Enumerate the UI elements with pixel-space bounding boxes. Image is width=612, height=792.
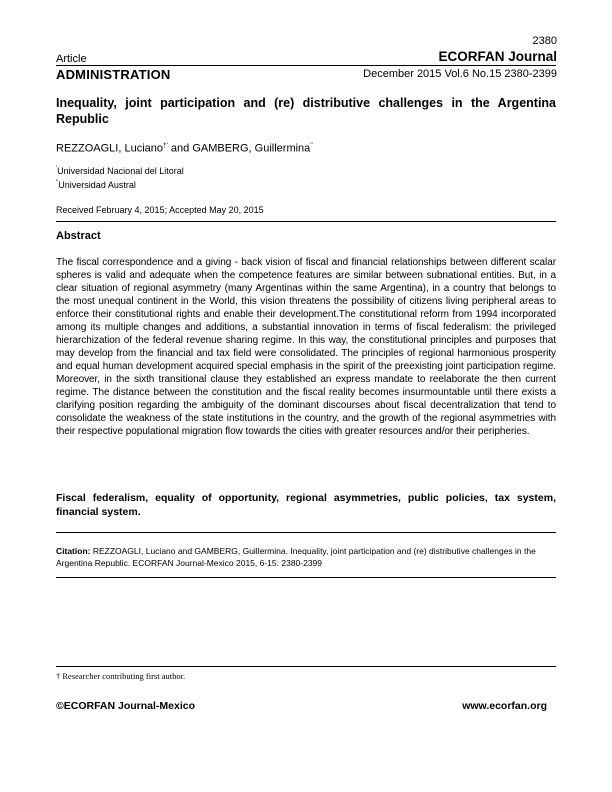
author-2-mark: '' bbox=[310, 142, 313, 149]
journal-name: ECORFAN Journal bbox=[438, 49, 557, 64]
affiliation-2-mark: '' bbox=[56, 180, 59, 186]
abstract-top-rule bbox=[56, 221, 556, 222]
citation-text: REZZOAGLI, Luciano and GAMBERG, Guillermina. Inequality, joint participation and (re) distributive challenges in the Argentina Republic. ECORFAN Journal-Mexico 2015, 6-15: 2380-2399 bbox=[56, 546, 536, 568]
footnote: † Researcher contributing first author. bbox=[56, 671, 186, 681]
affiliation-1 bbox=[56, 166, 184, 176]
affiliation-2-text: Universidad Austral bbox=[58, 180, 136, 190]
footer-website[interactable]: www.ecorfan.org bbox=[462, 700, 547, 712]
author-1-mark: †' bbox=[163, 142, 168, 149]
footnote-rule bbox=[56, 666, 556, 667]
header-rule bbox=[56, 65, 556, 66]
section-label: ADMINISTRATION bbox=[56, 67, 171, 82]
paper-title: Inequality, joint participation and (re) distributive challenges in the Argentina Republic bbox=[56, 96, 556, 126]
received-dates: Received February 4, 2015; Accepted May 20, 2015 bbox=[56, 205, 264, 215]
article-label: Article bbox=[56, 53, 87, 65]
affiliation-1-mark: ' bbox=[56, 166, 58, 172]
footer-copyright: ©ECORFAN Journal-Mexico bbox=[56, 700, 196, 712]
keywords: Fiscal federalism, equality of opportunity, regional asymmetries, public policies, tax system, financial system. bbox=[56, 492, 556, 518]
issue-info: December 2015 Vol.6 No.15 2380-2399 bbox=[363, 68, 557, 80]
author-2: and GAMBERG, Guillermina bbox=[167, 142, 311, 155]
citation-top-rule bbox=[56, 532, 556, 533]
citation-bottom-rule bbox=[56, 577, 556, 578]
authors bbox=[56, 142, 313, 155]
author-1: REZZOAGLI, Luciano bbox=[56, 142, 163, 155]
affiliation-1-text: Universidad Nacional del Litoral bbox=[57, 166, 184, 176]
citation-label: Citation: bbox=[56, 546, 91, 556]
page-number: 2380 bbox=[532, 35, 557, 47]
affiliation-2 bbox=[56, 180, 136, 190]
citation bbox=[56, 545, 556, 569]
abstract-heading: Abstract bbox=[56, 230, 101, 242]
abstract-text: The fiscal correspondence and a giving - back vision of fiscal and financial relationships between different scalar spheres is valid and adequate when the competence features are similar between subnational entities. But, in a clear situation of regional asymmetry (many Argentinas within the same Argentina), in a country that belongs to the most unequal continent in the World, this vision threatens the possibility of citizens living peripheral areas to enforce their constitutional rights and enable their development.The constitutional reform from 1994 incorporated among its multiple changes and additions, a substantial innovation in terms of fiscal federalism: the privileged hierarchization of the federal revenue sharing regime. In this way, the constitutional principles and purposes that may develop from the financial and tax field were consolidated. The principles of regional harmonious prosperity and equal human development acquired special emphasis in the spirit of the preexisting joint participation regime. Moreover, in the sixth transitional clause they established an express mandate to reelaborate the then current regime. The distance between the constitution and the fiscal reality becomes insurmountable until there exists a clarifying position regarding the ambiguity of the dominant discourses about fiscal decentralization that tend to consolidate the weakness of the state institutions in the country, and the growth of the regional asymmetries with their respective populational migration flow towards the cities with greater resources and/or their peripheries. bbox=[56, 257, 556, 437]
